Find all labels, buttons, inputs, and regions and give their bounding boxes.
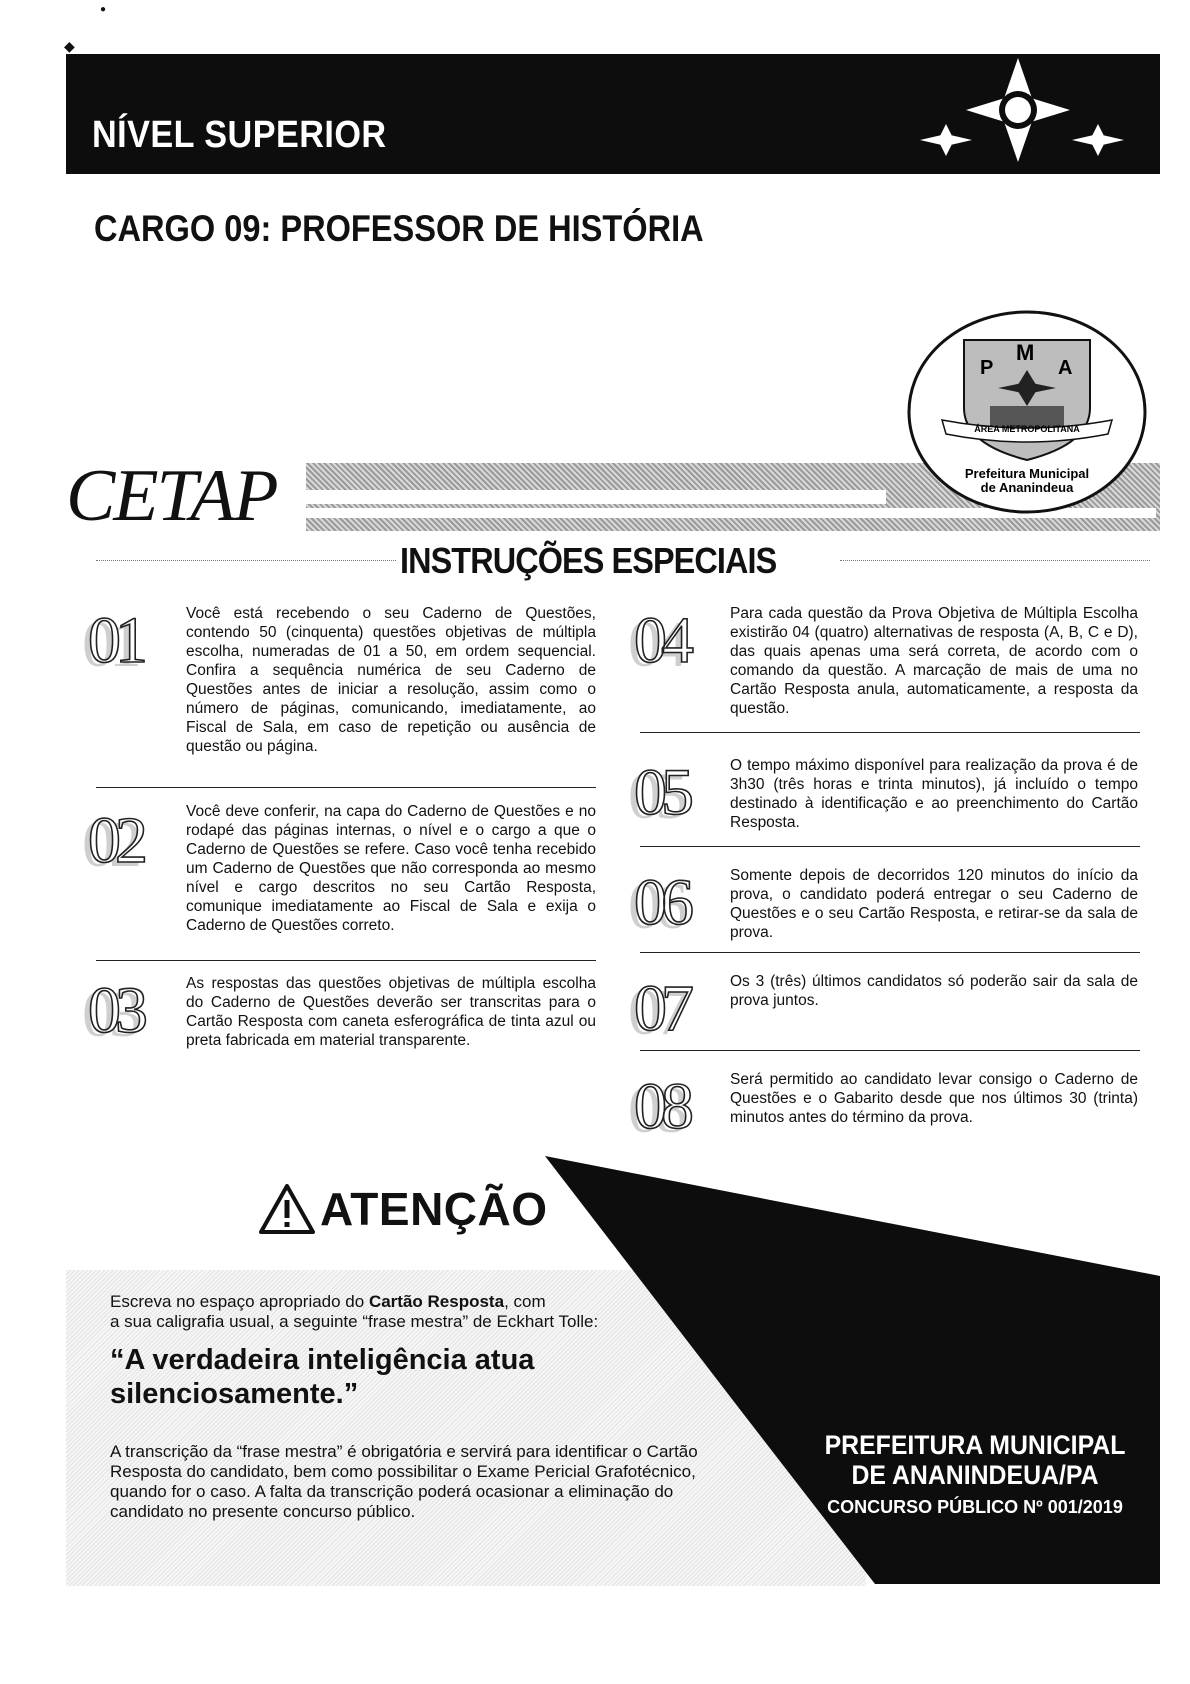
cargo-title: CARGO 09: PROFESSOR DE HISTÓRIA (94, 208, 704, 249)
prefeitura-line-1: PREFEITURA MUNICIPAL (824, 1430, 1126, 1460)
instruction-text: Será permitido ao candidato levar consigo o Caderno de Questões e o Gabarito desde que nos últimos 30 (trinta) minutos antes do término da prova. (730, 1071, 1138, 1126)
scan-speck: ● (100, 4, 107, 15)
concurso-number: CONCURSO PÚBLICO Nº 001/2019 (827, 1497, 1123, 1517)
instruction-number: 04 (634, 604, 688, 677)
frase-mestra (110, 1343, 534, 1411)
banner-divider (306, 490, 886, 504)
instruction-number: 05 (634, 756, 688, 829)
cetap-logo: CETAP (66, 455, 277, 537)
dotted-rule (96, 560, 396, 561)
scan-speck: ◆ (64, 38, 75, 54)
instruction-text: Para cada questão da Prova Objetiva de Múltipla Escolha existirão 04 (quatro) alternativas de resposta (A, B, C e D), das quais apenas uma será correta, de acordo com o comando da questão. A marcação de mais de uma no Cartão Resposta anula, automaticamente, a resposta da questão. (730, 605, 1138, 717)
seal-caption-2: de Ananindeua (980, 480, 1074, 495)
warning-icon (258, 1183, 316, 1235)
instruction-number: 07 (634, 972, 688, 1045)
instruction-number: 02 (88, 804, 142, 877)
prefeitura-line-2: DE ANANINDEUA/PA (851, 1460, 1099, 1490)
seal-caption-1: Prefeitura Municipal (964, 466, 1090, 481)
divider (640, 732, 1140, 733)
instruction-number: 08 (634, 1070, 688, 1143)
instruction-number: 01 (88, 604, 142, 677)
quote-line-2: silenciosamente.” (110, 1378, 359, 1410)
seal-letter-p: P (980, 357, 994, 379)
divider (96, 960, 596, 961)
quote-line-1: “A verdadeira inteligência atua (110, 1344, 535, 1376)
instructions-title: INSTRUÇÕES ESPECIAIS (400, 540, 777, 581)
prefeitura-title (814, 1430, 1136, 1490)
instruction-text: Você está recebendo o seu Caderno de Questões, contendo 50 (cinquenta) questões objetivas de múltipla escolha, numeradas de 01 a 50, em ordem sequencial. Confira a sequência numérica de seu Caderno de Questões antes de iniciar a resolução, assim como o número de páginas, comunicando, imediatamente, ao Fiscal de Sala, em caso de repetição ou ausência de questão ou página. (186, 605, 596, 755)
instruction-number: 06 (634, 866, 688, 939)
attention-instruction (110, 1292, 598, 1332)
attention-heading (258, 1182, 548, 1236)
divider (96, 787, 596, 788)
dotted-rule (840, 560, 1150, 561)
divider (640, 846, 1140, 847)
seal-letter-a: A (1058, 357, 1073, 379)
seal-ribbon: ÁREA METROPOLITANA (974, 424, 1080, 434)
instruction-text: Você deve conferir, na capa do Caderno de Questões e no rodapé das páginas internas, o nível e o cargo a que o Caderno de Questões se refere. Caso você tenha recebido um Caderno de Questões que não corresponda ao mesmo nível e cargo descritos no seu Cartão Resposta, comunique imediatamente ao Fiscal de Sala e exija o Caderno de Questões correto. (186, 803, 596, 934)
instruction-text: Os 3 (três) últimos candidatos só poderão sair da sala de prova juntos. (730, 973, 1138, 1009)
instruction-text: As respostas das questões objetivas de múltipla escolha do Caderno de Questões deverão ser transcritas para o Cartão Resposta com caneta esferográfica de tinta azul ou preta fabricada em material transparente. (186, 975, 596, 1049)
level-title: NÍVEL SUPERIOR (92, 114, 387, 156)
instruction-text-c: , com (504, 1292, 546, 1311)
attention-title: ATENÇÃO (320, 1183, 548, 1235)
instruction-number: 03 (88, 974, 142, 1047)
prefeitura-seal-icon (904, 308, 1150, 516)
instruction-text: Somente depois de decorridos 120 minutos do início da prova, o candidato poderá entregar o seu Caderno de Questões e o seu Cartão Resposta, e retirar-se da sala de prova. (730, 867, 1138, 941)
instruction-text-line2: a sua caligrafia usual, a seguinte “frase mestra” de Eckhart Tolle: (110, 1312, 599, 1331)
divider (640, 1050, 1140, 1051)
star-ornament-icon (898, 50, 1138, 180)
instruction-text: O tempo máximo disponível para realização da prova é de 3h30 (três horas e trinta minutos), já incluído o tempo destinado à identificação e ao preenchimento do Cartão Resposta. (730, 757, 1138, 831)
seal-letter-m: M (1016, 340, 1035, 365)
divider (640, 952, 1140, 953)
instruction-text-a: Escreva no espaço apropriado do (110, 1292, 369, 1311)
cartao-resposta-label: Cartão Resposta (368, 1292, 505, 1311)
transcription-note: A transcrição da “frase mestra” é obrigatória e servirá para identificar o Cartão Resposta do candidato, bem como possibilitar o Exame Pericial Grafotécnico, quando for o caso. A falta da transcrição poderá ocasionar a eliminação do candidato no presente concurso público. (110, 1442, 698, 1521)
